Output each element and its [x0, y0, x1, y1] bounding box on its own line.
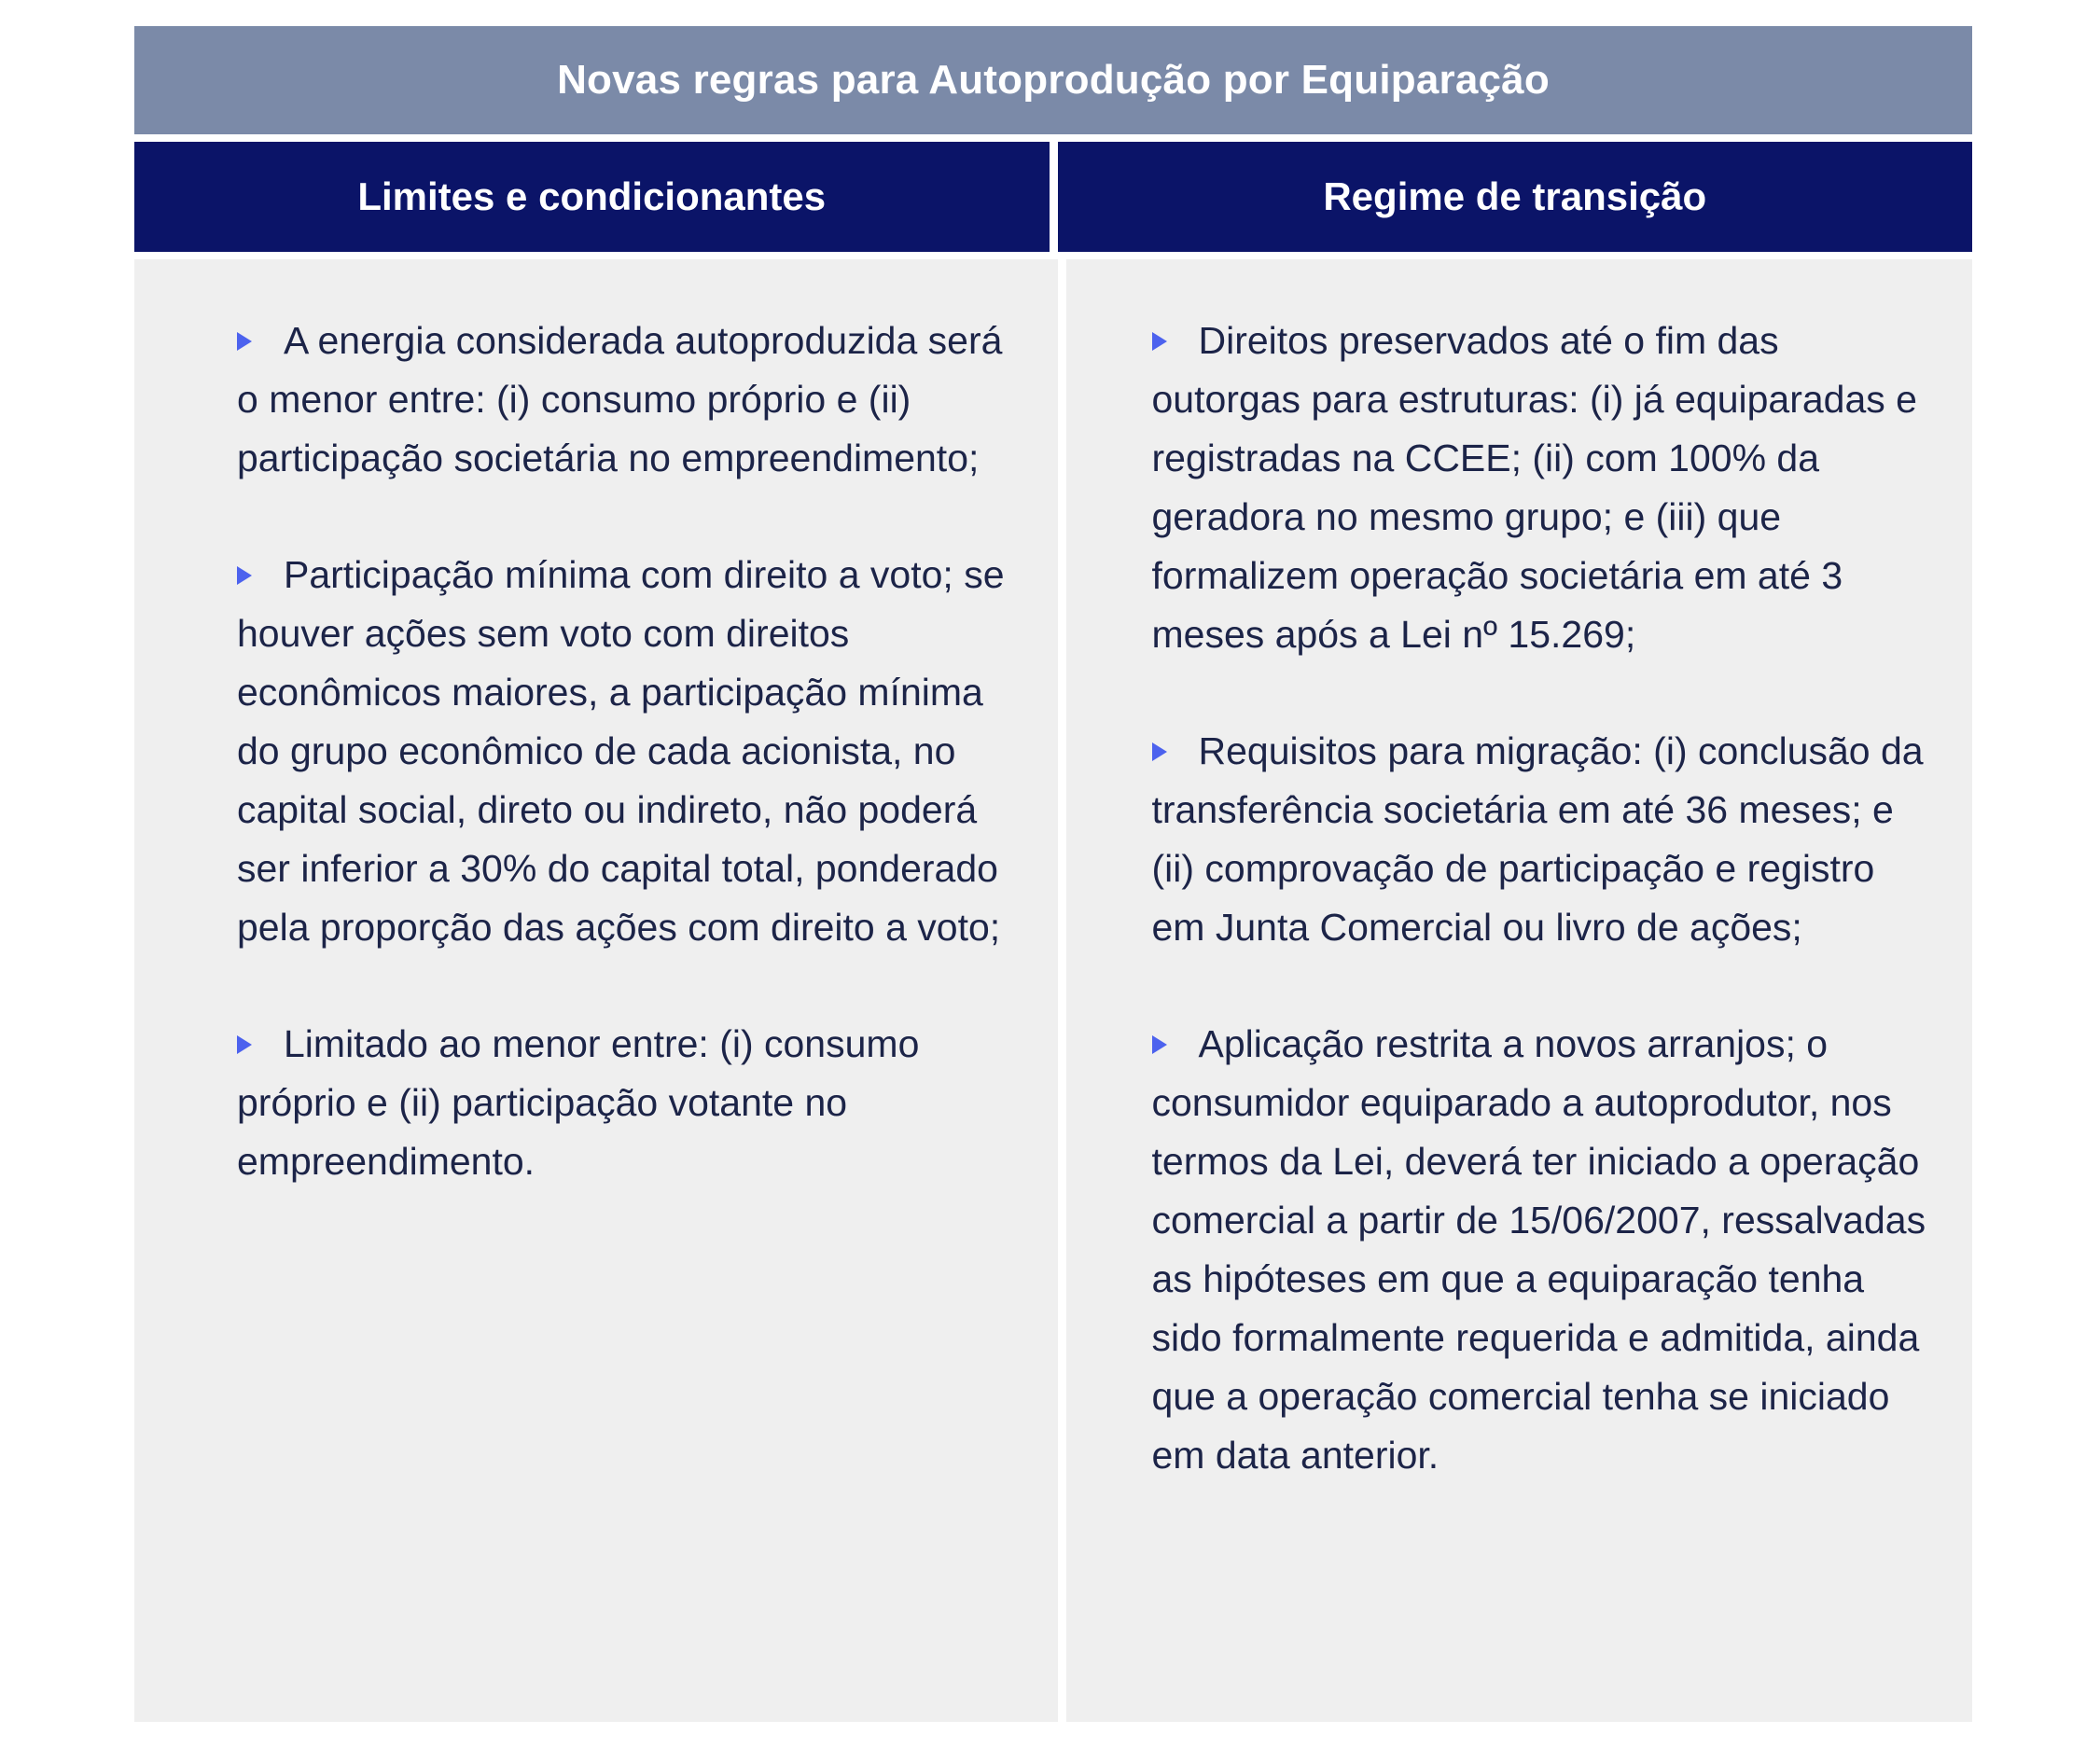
list-item-text: Requisitos para migração: (i) conclusão da transferência societária em até 36 meses; e (ii) comprovação de participação e registro em Junta Comercial ou livro de ações; — [1151, 729, 1924, 949]
triangle-right-icon — [1152, 1035, 1167, 1054]
list-item-text: Limitado ao menor entre: (i) consumo próprio e (ii) participação votante no empreendimento. — [237, 1022, 920, 1183]
triangle-right-icon — [1152, 332, 1167, 351]
column-header-transition: Regime de transição — [1058, 142, 1973, 252]
limits-column — [134, 259, 1058, 1722]
header-row — [134, 142, 1972, 252]
table-title: Novas regras para Autoprodução por Equiparação — [134, 26, 1972, 134]
transition-column — [1066, 259, 1973, 1722]
body-row — [134, 259, 1972, 1722]
triangle-right-icon — [237, 1035, 252, 1054]
list-item-text: Participação mínima com direito a voto; se houver ações sem voto com direitos econômicos maiores, a participação mínima do grupo econômico de cada acionista, no capital social, direto ou indireto, não poderá ser inferior a 30% do capital total, ponderado pela proporção das ações com direito a voto; — [237, 553, 1005, 949]
triangle-right-icon — [237, 566, 252, 585]
list-item — [1152, 312, 1936, 664]
list-item-text: Aplicação restrita a novos arranjos; o consumidor equiparado a autoprodutor, nos termos da Lei, deverá ter iniciado a operação comercial a partir de 15/06/2007, ressalvadas as hipóteses em que a equiparação tenha sido formalmente requerida e admitida, ainda que a operação comercial tenha se iniciado em data anterior. — [1151, 1022, 1926, 1477]
list-item — [237, 312, 1021, 488]
list-item-text: A energia considerada autoproduzida será o menor entre: (i) consumo próprio e (ii) participação societária no empreendimento; — [237, 319, 1003, 479]
triangle-right-icon — [237, 332, 252, 351]
list-item — [237, 1015, 1021, 1191]
list-item — [237, 546, 1021, 957]
list-item — [1152, 722, 1936, 957]
list-item-text: Direitos preservados até o fim das outorgas para estruturas: (i) já equiparadas e registradas na CCEE; (ii) com 100% da geradora no mesmo grupo; e (iii) que formalizem operação societária em até 3 meses após a Lei nº 15.269; — [1151, 319, 1917, 656]
column-header-limits: Limites e condicionantes — [134, 142, 1050, 252]
rules-table — [134, 26, 1972, 1722]
triangle-right-icon — [1152, 742, 1167, 761]
list-item — [1152, 1015, 1936, 1485]
